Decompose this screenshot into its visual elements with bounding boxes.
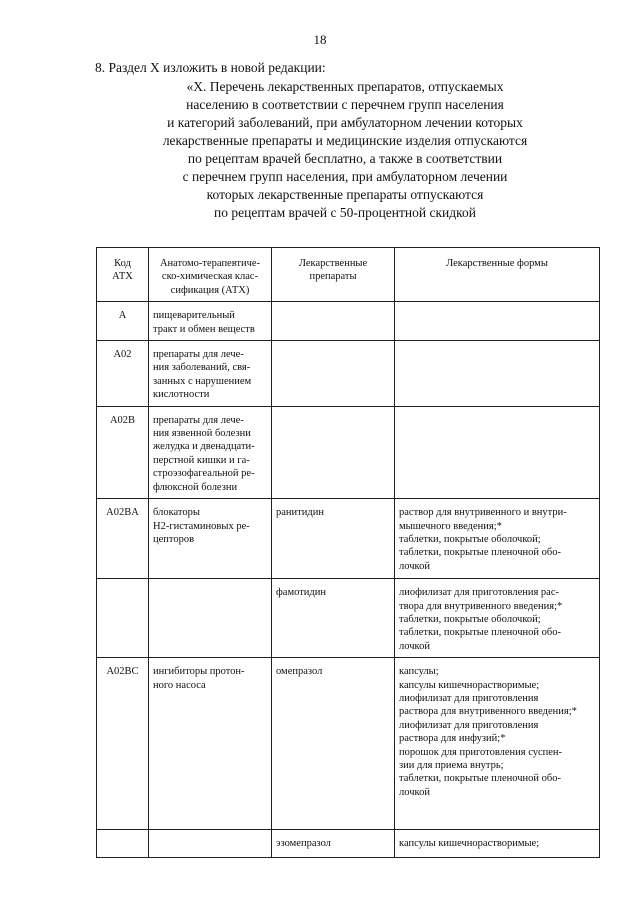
dosage-form-line: лиофилизат для приготовления рас- [399, 587, 560, 599]
dosage-forms-cell [395, 830, 600, 858]
atx-code-cell: A [97, 302, 149, 341]
header-line: Лекарственные [298, 258, 368, 269]
dosage-form-line: твора для внутривенного введения;* [399, 600, 563, 612]
header-atx-code [97, 248, 149, 302]
dosage-form-line: раствора для инфузий;* [399, 733, 506, 745]
classification-line: строэзофагеальной ре- [153, 468, 255, 480]
heading-line: по рецептам врачей бесплатно, а также в соответствии [187, 151, 503, 166]
dosage-forms-cell [395, 302, 600, 341]
dosage-form-line: капсулы кишечнорастворимые; [399, 838, 540, 850]
drug-cell: фамотидин [272, 579, 395, 658]
section-heading [90, 78, 600, 222]
dosage-form-line: таблетки, покрытые пленочной обо- [399, 627, 561, 639]
classification-line: препараты для лече- [153, 414, 244, 426]
dosage-form-line: лиофилизат для приготовления [399, 719, 539, 731]
header-line: сификация (АТХ) [170, 284, 250, 296]
heading-line: и категорий заболеваний, при амбулаторном лечении которых [167, 115, 523, 130]
classification-line: ния язвенной болезни [153, 428, 251, 440]
dosage-forms-cell [395, 579, 600, 658]
header-line: препараты [309, 271, 357, 283]
header-line: Код [114, 258, 131, 269]
classification-line: желудка и двенадцати- [153, 441, 255, 453]
classification-line: ния заболеваний, свя- [153, 362, 251, 374]
heading-line: которых лекарственные препараты отпускаются [206, 187, 484, 202]
header-line: Лекарственные формы [446, 258, 548, 269]
atx-classification-cell [149, 579, 272, 658]
header-drugs [272, 248, 395, 302]
dosage-form-line: таблетки, покрытые пленочной обо- [399, 773, 561, 785]
dosage-form-line: лочкой [399, 560, 430, 572]
classification-line: пищеварительный [153, 310, 235, 322]
drug-cell [272, 341, 395, 407]
header-line: Анатомо-терапевтиче- [159, 258, 261, 269]
header-line: ско-химическая клас- [161, 271, 259, 283]
dosage-form-line: капсулы кишечнорастворимые; [399, 679, 540, 691]
dosage-form-line: зии для приема внутрь; [399, 759, 504, 771]
drug-cell [272, 302, 395, 341]
atx-classification-cell [149, 830, 272, 858]
classification-line: перстной кишки и га- [153, 454, 250, 466]
header-atx-classification [149, 248, 272, 302]
classification-line: ного насоса [153, 679, 206, 691]
table-row [97, 302, 600, 341]
dosage-form-line: таблетки, покрытые пленочной обо- [399, 547, 561, 559]
classification-line: кислотности [153, 389, 210, 401]
classification-line: блокаторы [153, 507, 200, 519]
atx-code-cell: A02BA [97, 499, 149, 579]
dosage-form-line: таблетки, покрытые оболочкой; [399, 533, 541, 545]
classification-line: препараты для лече- [153, 349, 244, 361]
drug-cell: омепразол [272, 658, 395, 830]
dosage-forms-cell [395, 341, 600, 407]
table-row [97, 406, 600, 498]
atx-classification-cell [149, 406, 272, 498]
dosage-form-line: раствор для внутривенного и внутри- [399, 507, 567, 519]
table-row [97, 830, 600, 858]
heading-line: с перечнем групп населения, при амбулаторном лечении [182, 169, 508, 184]
drug-cell [272, 406, 395, 498]
dosage-forms-cell [395, 406, 600, 498]
dosage-form-line: раствора для внутривенного введения;* [399, 706, 577, 718]
table-row [97, 341, 600, 407]
dosage-forms-cell [395, 499, 600, 579]
heading-line: лекарственные препараты и медицинские изделия отпускаются [162, 133, 528, 148]
page-number: 18 [313, 32, 327, 47]
classification-line: тракт и обмен веществ [153, 323, 255, 335]
atx-code-cell: A02BC [97, 658, 149, 830]
table-row [97, 499, 600, 579]
heading-line: «X. Перечень лекарственных препаратов, отпускаемых [186, 79, 504, 94]
heading-line: населению в соответствии с перечнем групп населения [186, 97, 504, 112]
atx-classification-cell [149, 302, 272, 341]
table-header-row [97, 248, 600, 302]
dosage-form-line: лиофилизат для приготовления [399, 692, 539, 704]
classification-line: цепторов [153, 533, 195, 545]
classification-line: флюксной болезни [153, 481, 238, 493]
heading-line: по рецептам врачей с 50-процентной скидкой [214, 205, 476, 220]
dosage-form-line: порошок для приготовления суспен- [399, 746, 563, 758]
section-instruction: 8. Раздел X изложить в новой редакции: [95, 60, 326, 75]
drug-list-table [96, 247, 600, 858]
atx-code-cell [97, 579, 149, 658]
atx-classification-cell [149, 341, 272, 407]
dosage-form-line: капсулы; [399, 666, 439, 678]
dosage-form-line: мышечного введения;* [399, 520, 502, 532]
header-line: АТХ [112, 271, 133, 283]
table-row [97, 579, 600, 658]
classification-line: ингибиторы протон- [153, 666, 245, 678]
atx-code-cell: A02 [97, 341, 149, 407]
dosage-forms-cell [395, 658, 600, 830]
atx-code-cell [97, 830, 149, 858]
atx-code-cell: A02B [97, 406, 149, 498]
drug-cell: ранитидин [272, 499, 395, 579]
dosage-form-line: таблетки, покрытые оболочкой; [399, 613, 541, 625]
drug-cell: эзомепразол [272, 830, 395, 858]
atx-classification-cell [149, 658, 272, 830]
classification-line: занных с нарушением [153, 375, 252, 387]
dosage-form-line: лочкой [399, 786, 430, 798]
table-row [97, 658, 600, 830]
dosage-form-line: лочкой [399, 640, 430, 652]
classification-line: H2-гистаминовых ре- [153, 520, 250, 532]
atx-classification-cell [149, 499, 272, 579]
header-dosage-forms [395, 248, 600, 302]
